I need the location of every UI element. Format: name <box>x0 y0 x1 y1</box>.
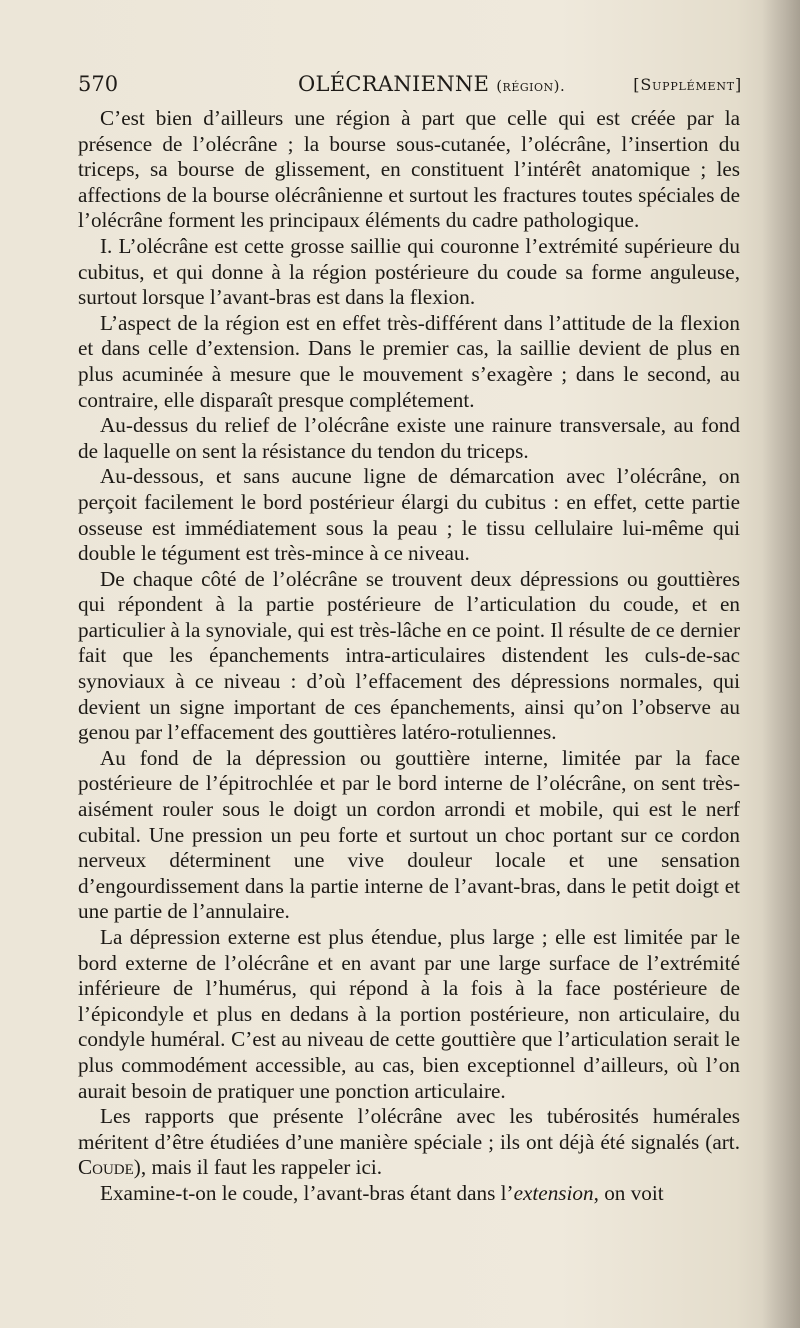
paragraph: C’est bien d’ailleurs une région à part que celle qui est créée par la présence de l’olécrâne ; la bourse sous-cutanée, l’olécrâne, l’insertion du triceps, sa bourse de glissement, en constituent l’intérêt anatomique ; les affections de la bourse olécrânienne et surtout les fractures toutes spéciales de l’olécrâne forment les principaux éléments du cadre pathologique. <box>78 106 740 233</box>
paragraph-text: , on voit <box>593 1180 664 1205</box>
title-region: (région). <box>496 77 566 95</box>
paragraph <box>78 1181 740 1207</box>
paragraph: De chaque côté de l’olécrâne se trouvent deux dépressions ou gouttières qui répondent à la partie postérieure de l’articulation du coude, et en particulier à la synoviale, qui est très-lâche en ce point. Il résulte de ce dernier fait que les épanchements intra-articulaires distendent les culs-de-sac synoviaux à ce niveau : d’où l’effacement des dépressions normales, qui devient un signe important de ces épanchements, ainsi qu’on l’observe au genou par l’effacement des gouttières latéro-rotuliennes. <box>78 566 740 745</box>
page-number: 570 <box>78 72 119 96</box>
paragraph: L’aspect de la région est en effet très-différent dans l’attitude de la flexion et dans celle d’extension. Dans le premier cas, la saillie devient de plus en plus acuminée à mesure que le mouvement s’exagère ; dans le second, au contraire, elle disparaît presque complétement. <box>78 310 740 412</box>
running-header <box>78 72 742 102</box>
paragraph-text: ), mais il faut les rappeler ici. <box>133 1155 383 1180</box>
paragraph: Au-dessous, et sans aucune ligne de démarcation avec l’olécrâne, on perçoit facilement le bord postérieur élargi du cubitus : en effet, cette partie osseuse est immédiatement sous la peau ; le tissu cellulaire lui-même qui double le tégument est très-mince à ce niveau. <box>78 464 740 566</box>
supplement-label: [Supplément] <box>633 75 742 94</box>
page-edge-shadow <box>762 0 800 1328</box>
running-title <box>298 72 565 96</box>
article-reference: Coude <box>78 1155 134 1180</box>
title-word: OLÉCRANIENNE <box>298 72 490 96</box>
body-text <box>78 106 740 1207</box>
paragraph: Au-dessus du relief de l’olécrâne existe une rainure transversale, au fond de laquelle on sent la résistance du tendon du triceps. <box>78 413 740 463</box>
paragraph: Au fond de la dépression ou gouttière interne, limitée par la face postérieure de l’épitrochlée et par le bord interne de l’olécrâne, on sent très-aisément rouler sous le doigt un cordon arrondi et mobile, qui est le nerf cubital. Une pression un peu forte et surtout un choc portant sur ce cordon nerveux déterminent une vive douleur locale et une sensation d’engourdissement dans la partie interne de l’avant-bras, dans le petit doigt et une partie de l’annulaire. <box>78 745 740 924</box>
paragraph-text: Examine-t-on le coude, l’avant-bras étant dans l’ <box>100 1180 514 1205</box>
paragraph-text: Les rapports que présente l’olécrâne avec les tubérosités humérales méritent d’être étudiées d’une manière spéciale ; ils ont déjà été signalés (art. <box>78 1104 740 1154</box>
paragraph: La dépression externe est plus étendue, plus large ; elle est limitée par le bord externe de l’olécrâne et en avant par une large surface de l’extrémité inférieure de l’humérus, qui répond à la fois à la face postérieure de l’épicondyle et plus en dedans à la portion postérieure, non articulaire, du condyle huméral. C’est au niveau de cette gouttière que l’articulation serait le plus commodément accessible, au cas, bien exceptionnel d’ailleurs, où l’on aurait besoin de pratiquer une ponction articulaire. <box>78 925 740 1103</box>
paragraph <box>78 1104 740 1181</box>
italic-term: extension <box>513 1180 594 1205</box>
paragraph: I. L’olécrâne est cette grosse saillie qui couronne l’extrémité supérieure du cubitus, et qui donne à la région postérieure du coude sa forme anguleuse, surtout lorsque l’avant-bras est dans la flexion. <box>78 233 740 310</box>
